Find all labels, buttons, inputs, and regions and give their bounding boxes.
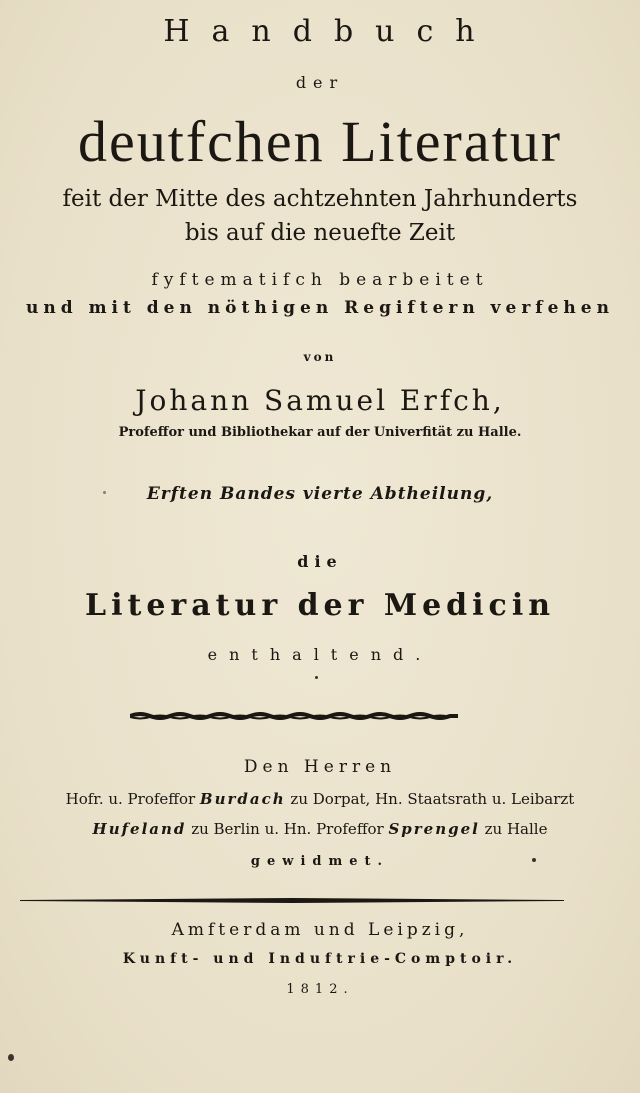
dedicatee-burdach: Burdach	[199, 790, 286, 808]
enthaltend-line: enthaltend.	[207, 645, 433, 664]
paper-speck	[315, 676, 318, 679]
paper-speck	[532, 858, 536, 862]
gewidmet-line: gewidmet.	[250, 854, 390, 869]
dedicatee-hufeland: Hufeland	[92, 820, 187, 838]
paper-speck	[8, 1054, 14, 1061]
dedication-line-2-post: zu Halle	[479, 820, 548, 838]
dedication-line-1-pre: Hofr. u. Profeffor	[65, 790, 200, 808]
heading-handbuch: Handbuch	[163, 14, 497, 49]
imprint-place: Amfterdam und Leipzig,	[171, 920, 469, 940]
volume-line: Erften Bandes vierte Abtheilung,	[146, 484, 494, 504]
heading-der: der	[295, 73, 345, 92]
thick-rule	[20, 898, 564, 903]
dedication-line-1-post: zu Dorpat, Hn. Staatsrath u. Leibarzt	[285, 790, 575, 808]
main-title: deutfchen Literatur	[77, 109, 563, 174]
author-name: Johann Samuel Erfch,	[135, 384, 505, 417]
dedicatee-sprengel: Sprengel	[388, 820, 480, 838]
von-label: von	[303, 350, 337, 364]
dedication-line-2-mid: zu Berlin u. Hn. Profeffor	[186, 820, 389, 838]
subtitle-line-2: bis auf die neuefte Zeit	[184, 220, 456, 246]
registern-line: und mit den nöthigen Regiftern verfehen	[26, 298, 614, 318]
author-position: Profeffor und Bibliothekar auf der Univerfität zu Halle.	[118, 425, 522, 440]
paper-speck	[103, 491, 106, 494]
dedication-heading: Den Herren	[243, 757, 397, 777]
imprint-publisher: Kunft- und Induftrie-Comptoir.	[122, 951, 518, 967]
dedication-line-2	[0, 820, 640, 838]
ornamental-rule	[130, 712, 458, 720]
dedication-line-1	[0, 790, 640, 808]
systematisch-line: fyftematifch bearbeitet	[151, 270, 489, 290]
die-label: die	[297, 552, 343, 571]
imprint-year: 1812.	[286, 982, 354, 997]
subtitle-line-1: feit der Mitte des achtzehnten Jahrhunderts	[62, 186, 578, 212]
subject-title: Literatur der Medicin	[84, 588, 556, 623]
